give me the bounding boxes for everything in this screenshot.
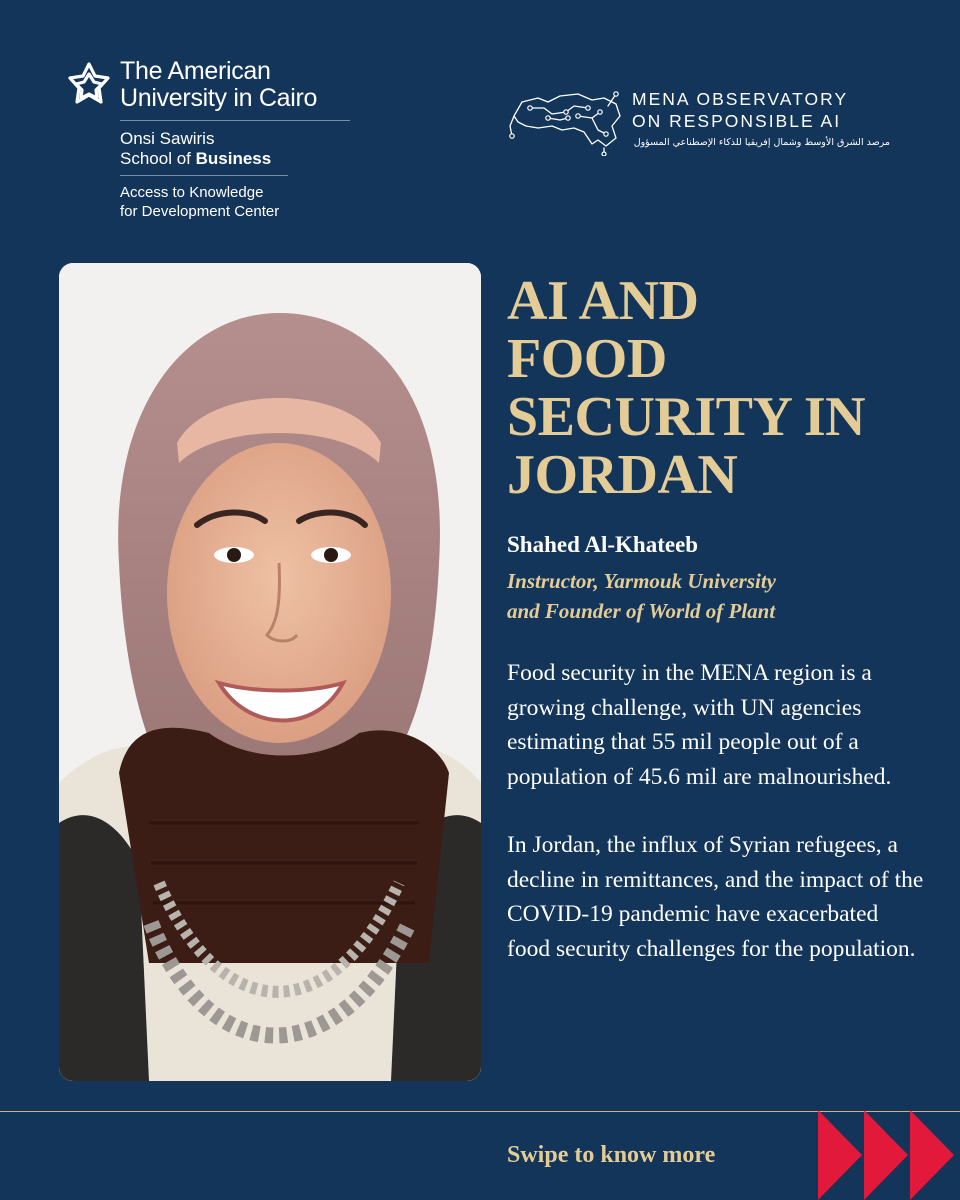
headline-line: FOOD	[507, 328, 667, 390]
body-paragraph-1: Food security in the MENA region is a growing challenge, with UN agencies estimating that 55 mil people out of a population of 45.6 mil are malnourished.	[507, 660, 892, 790]
speaker-role	[507, 566, 927, 626]
body-paragraph-2: In Jordan, the influx of Syrian refugees, a decline in remittances, and the impact of the COVID-19 pandemic have exacerbated food security challenges for the population.	[507, 832, 924, 962]
school-name	[120, 129, 380, 169]
footer-divider	[0, 1111, 960, 1112]
auc-star-logo-icon	[64, 60, 114, 110]
observatory-line-2: ON RESPONSIBLE AI	[632, 111, 842, 131]
speaker-name: Shahed Al-Khateeb	[507, 532, 699, 557]
headline-line: SECURITY IN	[507, 386, 866, 448]
article-body	[507, 656, 927, 1000]
university-name-text: The American University in Cairo	[120, 57, 318, 112]
center-name	[120, 183, 380, 221]
school-line-1: Onsi Sawiris	[120, 129, 215, 148]
observatory-arabic-name: مرصد الشرق الأوسط وشمال إفريقيا للذكاء الإصطناعي المسؤول	[633, 137, 890, 148]
swipe-label: Swipe to know more	[507, 1142, 716, 1168]
divider	[120, 120, 350, 121]
speaker-role-line-2: and Founder of World of Plant	[507, 599, 776, 623]
speaker-role-line-1: Instructor, Yarmouk University	[507, 569, 776, 593]
school-line-2	[120, 149, 380, 169]
center-line-1: Access to Knowledge	[120, 184, 264, 201]
school-line-2-bold: Business	[195, 149, 272, 168]
observatory-title	[632, 88, 932, 132]
center-line-2: for Development Center	[120, 203, 280, 220]
divider	[120, 175, 288, 176]
observatory-line-1: MENA OBSERVATORY	[632, 89, 849, 109]
speaker-photo	[59, 263, 481, 1081]
school-line-2-regular: School of	[120, 149, 191, 168]
triple-chevron-right-icon[interactable]	[818, 1110, 960, 1200]
university-name	[120, 58, 380, 112]
headline-line: AI AND	[507, 270, 699, 332]
article-headline	[507, 272, 927, 504]
headline-line: JORDAN	[507, 444, 738, 506]
